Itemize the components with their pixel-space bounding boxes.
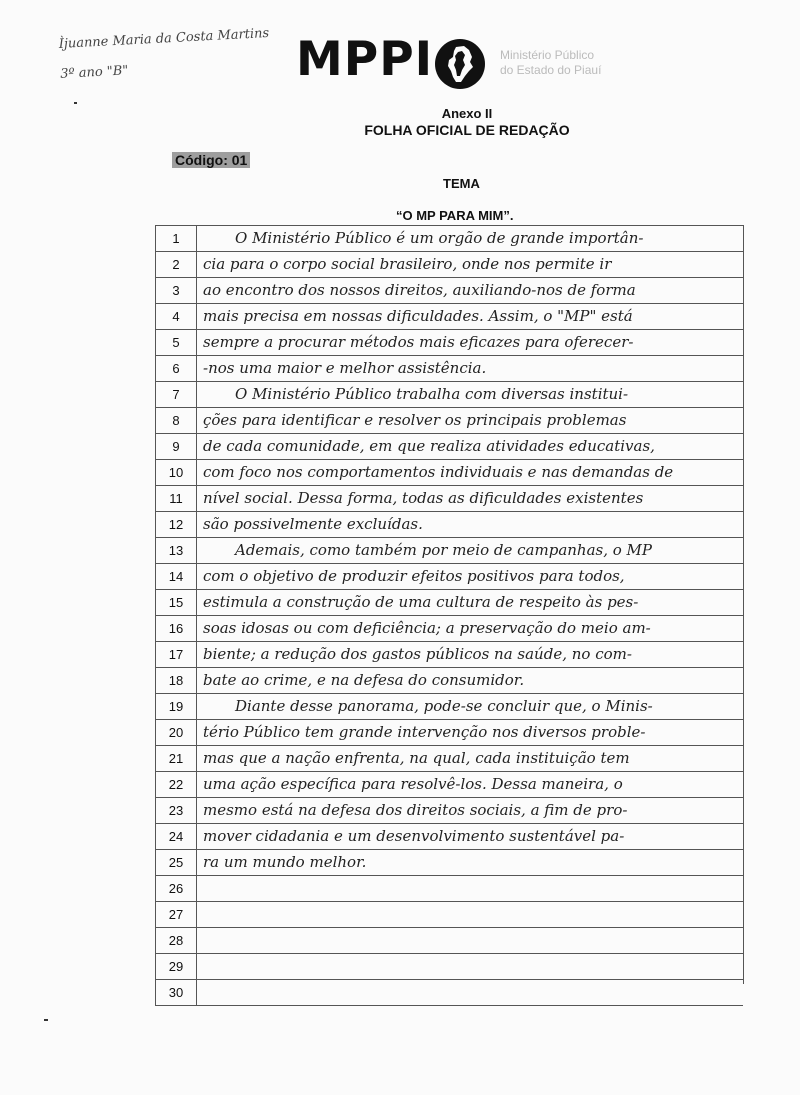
line-number: 17 [155, 642, 197, 667]
essay-line [155, 850, 743, 876]
line-text: biente; a redução dos gastos públicos na saúde, no com- [203, 645, 632, 663]
line-text: Diante desse panorama, pode-se concluir que, o Minis- [235, 697, 653, 715]
line-text: mas que a nação enfrenta, na qual, cada instituição tem [203, 749, 630, 767]
line-text: ra um mundo melhor. [203, 853, 367, 871]
line-text: O Ministério Público trabalha com diversas institui- [235, 385, 629, 403]
line-number: 28 [155, 928, 197, 953]
essay-line [155, 616, 743, 642]
line-number: 5 [155, 330, 197, 355]
essay-line [155, 304, 743, 330]
line-number: 3 [155, 278, 197, 303]
line-text: Ademais, como também por meio de campanhas, o MP [235, 541, 653, 559]
line-text: com foco nos comportamentos individuais e nas demandas de [203, 463, 674, 481]
logo-subtitle-line1: Ministério Público [500, 48, 595, 62]
essay-line [155, 434, 743, 460]
essay-line [155, 590, 743, 616]
page-title: FOLHA OFICIAL DE REDAÇÃO [364, 122, 570, 138]
essay-line [155, 954, 743, 980]
essay-line [155, 928, 743, 954]
essay-line [155, 824, 743, 850]
line-number: 26 [155, 876, 197, 901]
line-number: 13 [155, 538, 197, 563]
line-text: sempre a procurar métodos mais eficazes para oferecer- [203, 333, 634, 351]
line-text [203, 876, 739, 901]
line-text [203, 954, 739, 979]
line-number: 29 [155, 954, 197, 979]
theme-title: “O MP PARA MIM”. [396, 208, 514, 223]
author-name: Ìjuanne Maria da Costa Martins [58, 25, 270, 52]
stray-mark [74, 102, 77, 104]
line-number: 8 [155, 408, 197, 433]
line-text: uma ação específica para resolvê-los. Dessa maneira, o [203, 775, 623, 793]
piaui-globe-icon [434, 38, 486, 90]
line-number: 2 [155, 252, 197, 277]
line-text [203, 902, 739, 927]
essay-line [155, 226, 743, 252]
line-number: 15 [155, 590, 197, 615]
line-number: 4 [155, 304, 197, 329]
line-number: 16 [155, 616, 197, 641]
line-number: 7 [155, 382, 197, 407]
essay-line [155, 876, 743, 902]
line-text [203, 980, 739, 1005]
line-text: com o objetivo de produzir efeitos positivos para todos, [203, 567, 625, 585]
mppi-logo [296, 32, 636, 92]
line-number: 18 [155, 668, 197, 693]
line-number: 11 [155, 486, 197, 511]
logo-subtitle [500, 48, 601, 78]
line-number: 19 [155, 694, 197, 719]
logo-text: MPPI [296, 32, 434, 87]
line-number: 24 [155, 824, 197, 849]
line-text: -nos uma maior e melhor assistência. [203, 359, 487, 377]
essay-line [155, 746, 743, 772]
essay-line [155, 252, 743, 278]
line-text: soas idosas ou com deficiência; a preservação do meio am- [203, 619, 651, 637]
line-number: 25 [155, 850, 197, 875]
line-number: 21 [155, 746, 197, 771]
essay-line [155, 564, 743, 590]
essay-line [155, 772, 743, 798]
code-label: Código: 01 [172, 152, 250, 168]
essay-line [155, 486, 743, 512]
essay-line [155, 720, 743, 746]
essay-line [155, 278, 743, 304]
line-number: 22 [155, 772, 197, 797]
line-text: ao encontro dos nossos direitos, auxiliando-nos de forma [203, 281, 636, 299]
line-number: 9 [155, 434, 197, 459]
line-text: são possivelmente excluídas. [203, 515, 423, 533]
essay-line [155, 408, 743, 434]
essay-line [155, 902, 743, 928]
essay-line [155, 382, 743, 408]
lined-essay-table [155, 225, 744, 1000]
logo-subtitle-line2: do Estado do Piauí [500, 63, 602, 77]
line-text: nível social. Dessa forma, todas as dificuldades existentes [203, 489, 644, 507]
line-number: 10 [155, 460, 197, 485]
line-number: 14 [155, 564, 197, 589]
annex-label: Anexo II [441, 106, 493, 121]
stray-mark [44, 1019, 48, 1021]
essay-line [155, 356, 743, 382]
line-text: tério Público tem grande intervenção nos diversos proble- [203, 723, 646, 741]
line-text: estimula a construção de uma cultura de respeito às pes- [203, 593, 639, 611]
line-number: 6 [155, 356, 197, 381]
essay-line [155, 538, 743, 564]
author-class: 3º ano "B" [59, 63, 129, 82]
line-text: de cada comunidade, em que realiza atividades educativas, [203, 437, 655, 455]
line-text [203, 928, 739, 953]
line-text: mover cidadania e um desenvolvimento sustentável pa- [203, 827, 625, 845]
author-handwriting [58, 17, 301, 89]
line-number: 27 [155, 902, 197, 927]
essay-line [155, 642, 743, 668]
line-text: mesmo está na defesa dos direitos sociais, a fim de pro- [203, 801, 628, 819]
line-text: bate ao crime, e na defesa do consumidor. [203, 671, 525, 689]
tema-label: TEMA [443, 176, 480, 191]
line-number: 23 [155, 798, 197, 823]
line-text: O Ministério Público é um orgão de grande importân- [235, 229, 644, 247]
line-text: ções para identificar e resolver os principais problemas [203, 411, 627, 429]
line-text: cia para o corpo social brasileiro, onde nos permite ir [203, 255, 612, 273]
essay-line [155, 798, 743, 824]
essay-line [155, 668, 743, 694]
line-number: 30 [155, 980, 197, 1005]
essay-line [155, 512, 743, 538]
essay-line [155, 694, 743, 720]
line-number: 1 [155, 226, 197, 251]
essay-line [155, 980, 743, 1006]
essay-line [155, 330, 743, 356]
line-text: mais precisa em nossas dificuldades. Assim, o "MP" está [203, 307, 633, 325]
line-number: 20 [155, 720, 197, 745]
essay-line [155, 460, 743, 486]
line-number: 12 [155, 512, 197, 537]
